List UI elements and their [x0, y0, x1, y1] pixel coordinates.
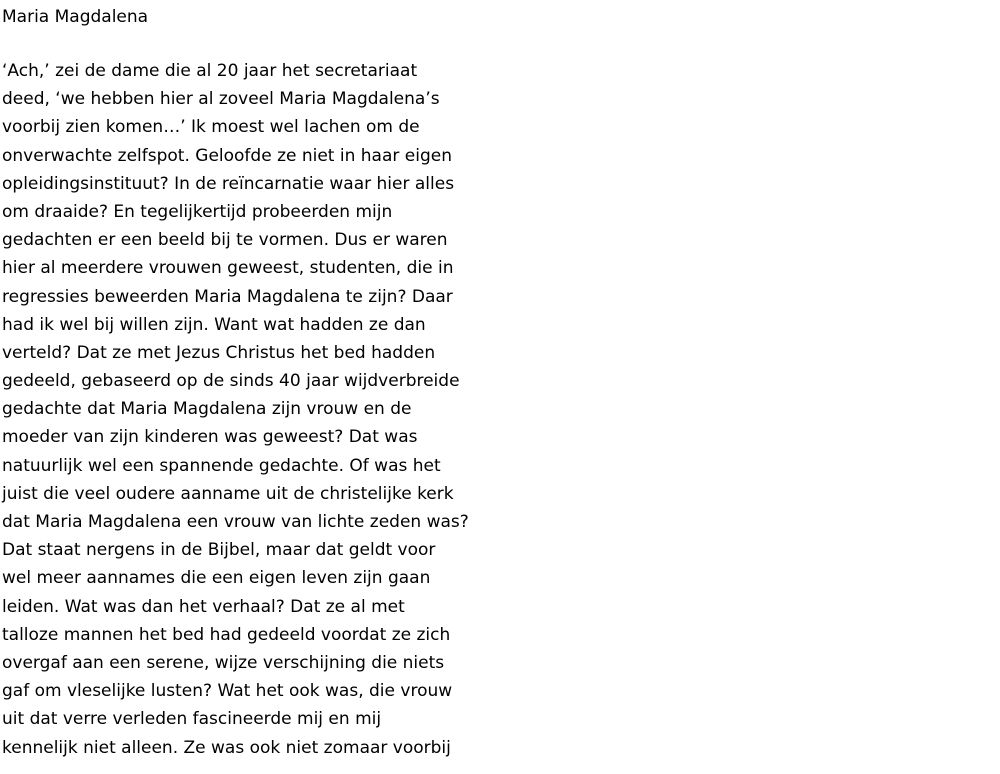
- text-line: talloze mannen het bed had gedeeld voordat ze zich: [2, 624, 451, 645]
- text-line: om draaide? En tegelijkertijd probeerden mijn: [2, 201, 393, 222]
- text-line: opleidingsinstituut? In de reïncarnatie waar hier alles: [2, 173, 455, 194]
- text-line: gedachte dat Maria Magdalena zijn vrouw en de: [2, 399, 412, 420]
- text-line: moeder van zijn kinderen was geweest? Dat was: [2, 427, 418, 448]
- text-line: natuurlijk wel een spannende gedachte. Of was het: [2, 455, 441, 476]
- text-line: onverwachte zelfspot. Geloofde ze niet in haar eigen: [2, 145, 452, 166]
- text-line: wel meer aannames die een eigen leven zijn gaan: [2, 568, 431, 589]
- text-line: kennelijk niet alleen. Ze was ook niet zomaar voorbij: [2, 737, 451, 758]
- text-line: overgaf aan een serene, wijze verschijning die niets: [2, 652, 445, 673]
- text-line: gedachten er een beeld bij te vormen. Dus er waren: [2, 230, 448, 251]
- text-line: deed, ‘we hebben hier al zoveel Maria Magdalena’s: [2, 89, 440, 110]
- text-line: voorbij zien komen…’ Ik moest wel lachen om de: [2, 117, 420, 138]
- text-line: had ik wel bij willen zijn. Want wat hadden ze dan: [2, 314, 426, 335]
- text-line: gedeeld, gebaseerd op de sinds 40 jaar wijdverbreide: [2, 371, 460, 392]
- text-line: Dat staat nergens in de Bijbel, maar dat geldt voor: [2, 540, 436, 561]
- document-title: Maria Magdalena: [2, 7, 149, 27]
- text-line: gaf om vleselijke lusten? Wat het ook was, die vrouw: [2, 681, 453, 702]
- text-line: uit dat verre verleden fascineerde mij en mij: [2, 709, 382, 730]
- text-line: verteld? Dat ze met Jezus Christus het bed hadden: [2, 342, 436, 363]
- text-line: leiden. Wat was dan het verhaal? Dat ze al met: [2, 596, 405, 617]
- text-line: dat Maria Magdalena een vrouw van lichte zeden was?: [2, 512, 469, 532]
- text-line: regressies beweerden Maria Magdalena te zijn? Daar: [2, 286, 453, 307]
- text-line: hier al meerdere vrouwen geweest, studenten, die in: [2, 258, 454, 279]
- document-body: [2, 57, 469, 762]
- text-line: ‘Ach,’ zei de dame die al 20 jaar het secretariaat: [2, 61, 418, 81]
- text-line: juist die veel oudere aanname uit de christelijke kerk: [2, 483, 454, 504]
